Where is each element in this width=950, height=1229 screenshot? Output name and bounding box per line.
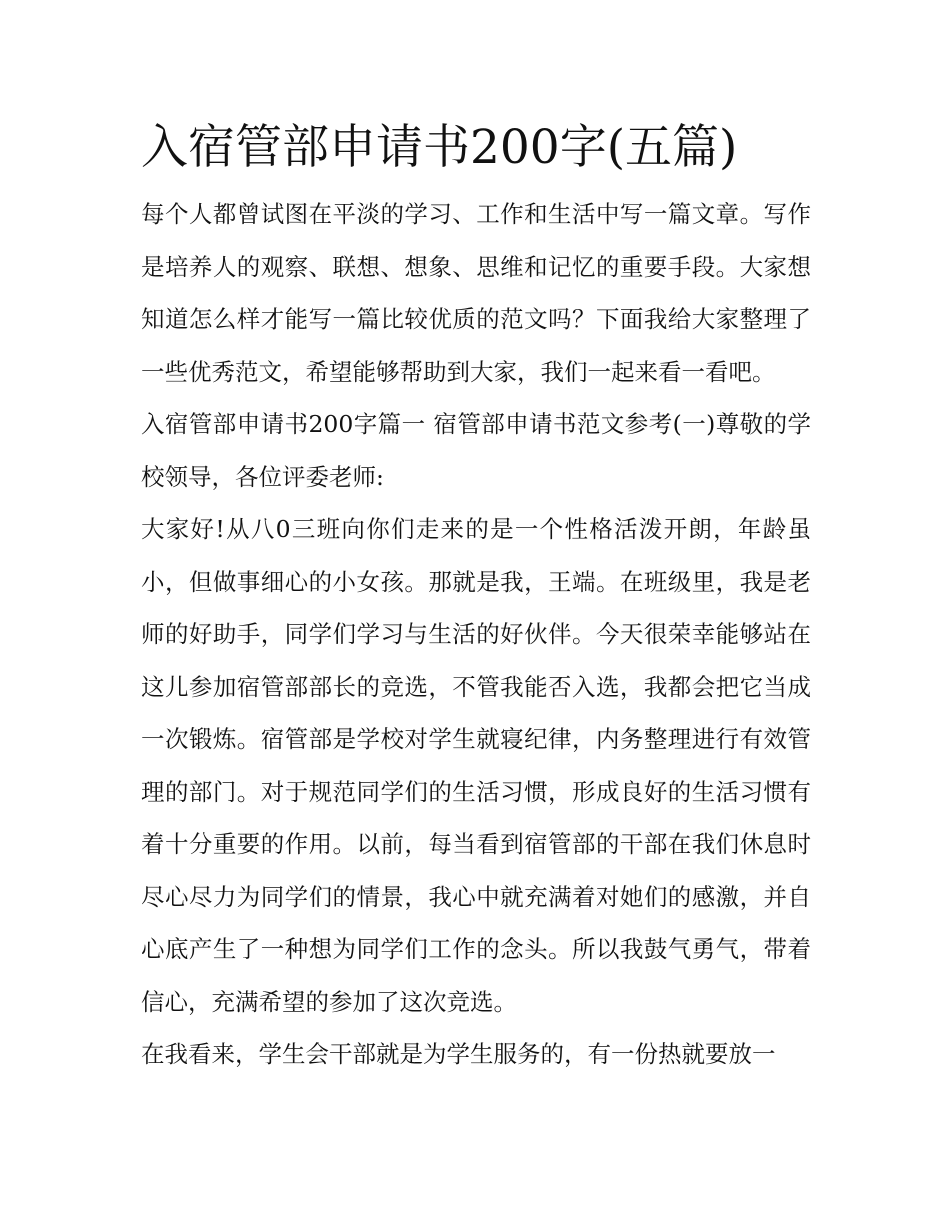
paragraph-body-1: 大家好!从八0三班向你们走来的是一个性格活泼开朗，年龄虽小，但做事细心的小女孩。那就是我，王端。在班级里，我是老师的好助手，同学们学习与生活的好伙伴。今天很荣幸能够站在这儿参加宿管部部长的竞选，不管我能否入选，我都会把它当成一次锻炼。宿管部是学校对学生就寝纪律，内务整理进行有效管理的部门。对于规范同学们的生活习惯，形成良好的生活习惯有着十分重要的作用。以前，每当看到宿管部的干部在我们休息时尽心尽力为同学们的情景，我心中就充满着对她们的感激，并自心底产生了一种想为同学们工作的念头。所以我鼓气勇气，带着信心，充满希望的参加了这次竞选。 [141,515,811,1016]
paragraph-body-2: 在我看来，学生会干部就是为学生服务的，有一份热就要放一 [141,1040,776,1068]
paragraph-heading-1: 入宿管部申请书200字篇一 宿管部申请书范文参考(一)尊敬的学校领导，各位评委老师: [141,410,811,491]
document-title: 入宿管部申请书200字(五篇) [141,120,738,175]
paragraph-intro: 每个人都曾试图在平淡的学习、工作和生活中写一篇文章。写作是培养人的观察、联想、想象、思维和记忆的重要手段。大家想知道怎么样才能写一篇比较优质的范文吗？下面我给大家整理了一些优秀范文，希望能够帮助到大家，我们一起来看一看吧。 [141,200,811,386]
document-page [141,112,811,1081]
